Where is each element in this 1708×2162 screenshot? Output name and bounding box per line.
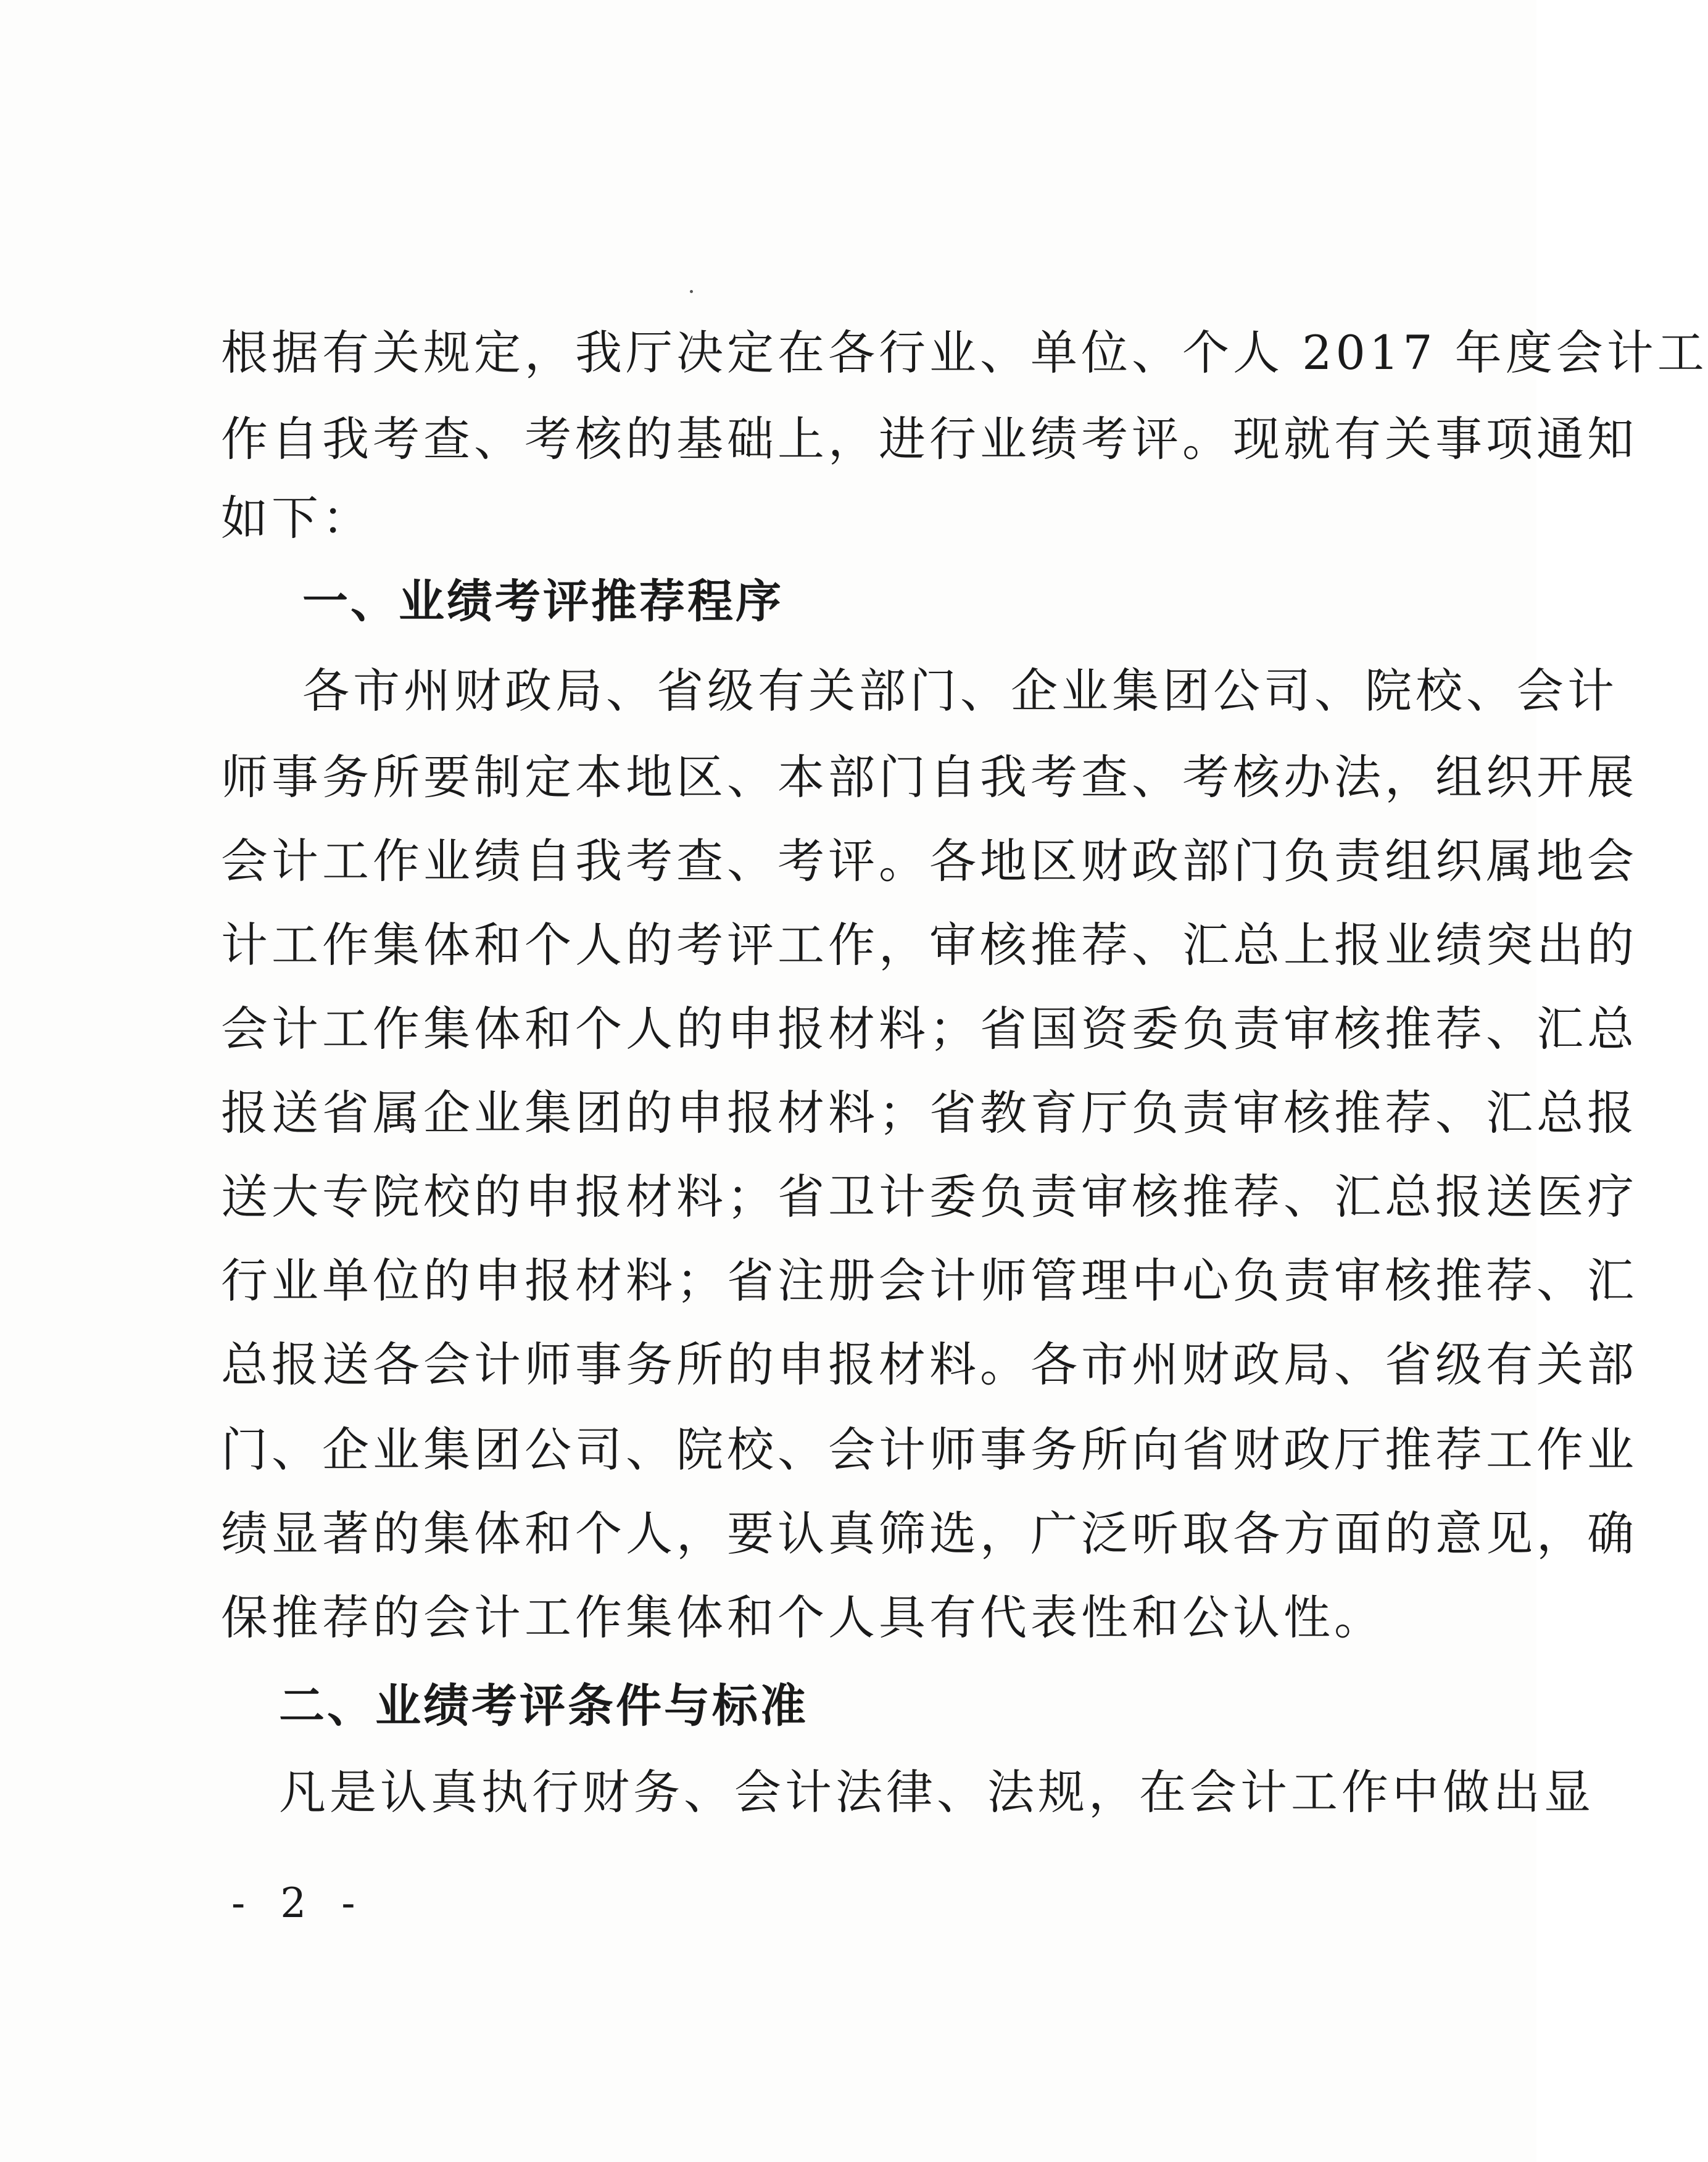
paragraph-line: 报送省属企业集团的申报材料；省教育厅负责审核推荐、汇总报 xyxy=(221,1085,1638,1140)
paragraph-line: 会计工作业绩自我考查、考评。各地区财政部门负责组织属地会 xyxy=(221,834,1638,888)
paragraph-line: 保推荐的会计工作集体和个人具有代表性和公认性。 xyxy=(221,1590,1385,1645)
intro-line: 根据有关规定，我厅决定在各行业、单位、个人 2017 年度会计工 xyxy=(221,325,1708,380)
paragraph-line: 送大专院校的申报材料；省卫计委负责审核推荐、汇总报送医疗 xyxy=(221,1169,1638,1224)
scan-speck xyxy=(690,290,693,293)
paragraph-line: 计工作集体和个人的考评工作，审核推荐、汇总上报业绩突出的 xyxy=(221,917,1638,972)
paragraph-line: 行业单位的申报材料；省注册会计师管理中心负责审核推荐、汇 xyxy=(221,1253,1638,1308)
paragraph-line: 绩显著的集体和个人，要认真筛选，广泛听取各方面的意见，确 xyxy=(221,1506,1638,1561)
paragraph-line: 门、企业集团公司、院校、会计师事务所向省财政厅推荐工作业 xyxy=(221,1422,1638,1477)
page-number: - 2 - xyxy=(231,1879,367,1927)
intro-line: 作自我考查、考核的基础上，进行业绩考评。现就有关事项通知 xyxy=(221,412,1638,466)
paragraph-line: 总报送各会计师事务所的申报材料。各市州财政局、省级有关部 xyxy=(221,1337,1638,1392)
section-heading: 一、业绩考评推荐程序 xyxy=(302,575,784,628)
paragraph-line: 会计工作集体和个人的申报材料；省国资委负责审核推荐、汇总 xyxy=(221,1001,1638,1056)
paragraph-line: 师事务所要制定本地区、本部门自我考查、考核办法，组织开展 xyxy=(221,750,1638,805)
section-heading: 二、业绩考评条件与标准 xyxy=(279,1679,808,1733)
paragraph-line: 凡是认真执行财务、会计法律、法规，在会计工作中做出显 xyxy=(279,1765,1594,1820)
paragraph-line: 各市州财政局、省级有关部门、企业集团公司、院校、会计 xyxy=(302,663,1618,718)
intro-line: 如下： xyxy=(221,491,373,545)
